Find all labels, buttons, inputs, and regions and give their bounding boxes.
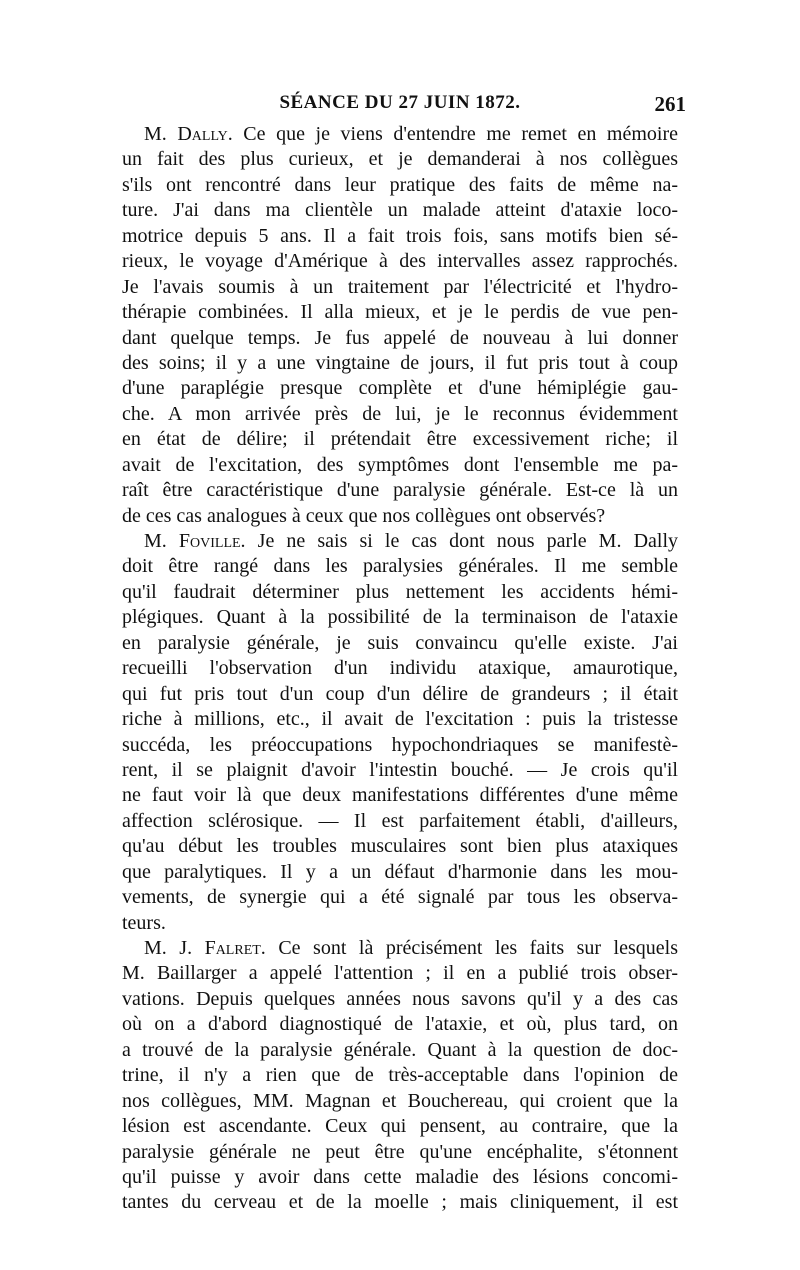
text-line: qui fut pris tout d'un coup d'un délire de grandeurs ; il était — [122, 682, 678, 705]
text-line: a trouvé de la paralysie générale. Quant à la question de doc- — [122, 1038, 678, 1061]
speaker-prefix: M. — [144, 530, 179, 552]
text-line: Je l'avais soumis à un traitement par l'électricité et l'hydro- — [122, 275, 678, 298]
text-line: en paralysie générale, je suis convaincu qu'elle existe. J'ai — [122, 631, 678, 654]
text-line: des soins; il y a une vingtaine de jours, il fut pris tout à coup — [122, 351, 678, 374]
text-line: qu'il puisse y avoir dans cette maladie des lésions concomi- — [122, 1165, 678, 1188]
text-line: paralysie générale ne peut être qu'une encéphalite, s'étonnent — [122, 1140, 678, 1163]
page-number: 261 — [654, 92, 686, 116]
text-line: riche à millions, etc., il avait de l'excitation : puis la tristesse — [122, 708, 678, 731]
text-line: vements, de synergie qui a été signalé par tous les observa- — [122, 886, 678, 909]
speaker-prefix: M. J. — [144, 937, 205, 959]
text-line: avait de l'excitation, des symptômes dont l'ensemble me pa- — [122, 453, 678, 476]
running-head — [120, 92, 686, 118]
text-line: rieux, le voyage d'Amérique à des intervalles assez rapprochés. — [122, 250, 678, 273]
text-line: motrice depuis 5 ans. Il a fait trois fois, sans motifs bien sé- — [122, 224, 678, 247]
text-line: de ces cas analogues à ceux que nos collègues ont observés? — [122, 504, 606, 527]
text-line: dant quelque temps. Je fus appelé de nouveau à lui donner — [122, 326, 678, 349]
text-line: recueilli l'observation d'un individu ataxique, amaurotique, — [122, 657, 678, 680]
speaker-name: Falret. — [204, 937, 266, 959]
text-line: vations. Depuis quelques années nous savons qu'il y a des cas — [122, 987, 678, 1010]
text-line: M. Baillarger a appelé l'attention ; il en a publié trois obser- — [122, 962, 678, 985]
text-line: rent, il se plaignit d'avoir l'intestin bouché. — Je crois qu'il — [122, 758, 678, 781]
speaker-name: Foville. — [178, 530, 246, 552]
paragraph-dally — [122, 122, 678, 529]
text-line: trine, il n'y a rien que de très-acceptable dans l'opinion de — [122, 1064, 678, 1087]
text-line: plégiques. Quant à la possibilité de la terminaison de l'ataxie — [122, 606, 678, 629]
text-line: ne faut voir là que deux manifestations différentes d'une même — [122, 784, 678, 807]
text-line: qu'au début les troubles musculaires sont bien plus ataxiques — [122, 835, 678, 858]
text-line: M. J. Falret. Ce sont là précisément les faits sur lesquels — [144, 937, 678, 959]
text-line: affection sclérosique. — Il est parfaitement établi, d'ailleurs, — [122, 809, 678, 832]
text-line: nos collègues, MM. Magnan et Bouchereau, qui croient que la — [122, 1089, 678, 1112]
text-line: doit être rangé dans les paralysies générales. Il me semble — [122, 555, 678, 578]
text-line: tantes du cerveau et de la moelle ; mais cliniquement, il est — [122, 1191, 678, 1214]
body-text — [122, 122, 678, 1216]
text-line: M. Foville. Je ne sais si le cas dont nous parle M. Dally — [144, 530, 678, 552]
speaker-name: Dally. — [177, 123, 233, 145]
text-line: raît être caractéristique d'une paralysie générale. Est-ce là un — [122, 479, 678, 502]
text-line: teurs. — [122, 911, 166, 934]
text-line: qu'il faudrait déterminer plus nettement les accidents hémi- — [122, 580, 678, 603]
text-line: en état de délire; il prétendait être excessivement riche; il — [122, 428, 678, 451]
paragraph-foville — [122, 529, 678, 936]
running-title: SÉANCE DU 27 JUIN 1872. — [279, 92, 521, 113]
text-line: un fait des plus curieux, et je demanderai à nos collègues — [122, 148, 678, 171]
speaker-prefix: M. — [144, 123, 178, 145]
text-line: que paralytiques. Il y a un défaut d'harmonie dans les mou- — [122, 860, 678, 883]
text-line: che. A mon arrivée près de lui, je le reconnus évidemment — [122, 402, 678, 425]
text-line: d'une paraplégie presque complète et d'une hémiplégie gau- — [122, 377, 678, 400]
text-line: M. Dally. Ce que je viens d'entendre me remet en mémoire — [144, 123, 678, 145]
text-line: succéda, les préoccupations hypochondriaques se manifestè- — [122, 733, 678, 756]
text-line: ture. J'ai dans ma clientèle un malade atteint d'ataxie loco- — [122, 199, 678, 222]
text-line: lésion est ascendante. Ceux qui pensent, au contraire, que la — [122, 1115, 678, 1138]
paragraph-falret — [122, 936, 678, 1216]
text-line: où on a d'abord diagnostiqué de l'ataxie, et où, plus tard, on — [122, 1013, 678, 1036]
text-line: thérapie combinées. Il alla mieux, et je le perdis de vue pen- — [122, 301, 678, 324]
text-line: s'ils ont rencontré dans leur pratique des faits de même na- — [122, 173, 678, 196]
